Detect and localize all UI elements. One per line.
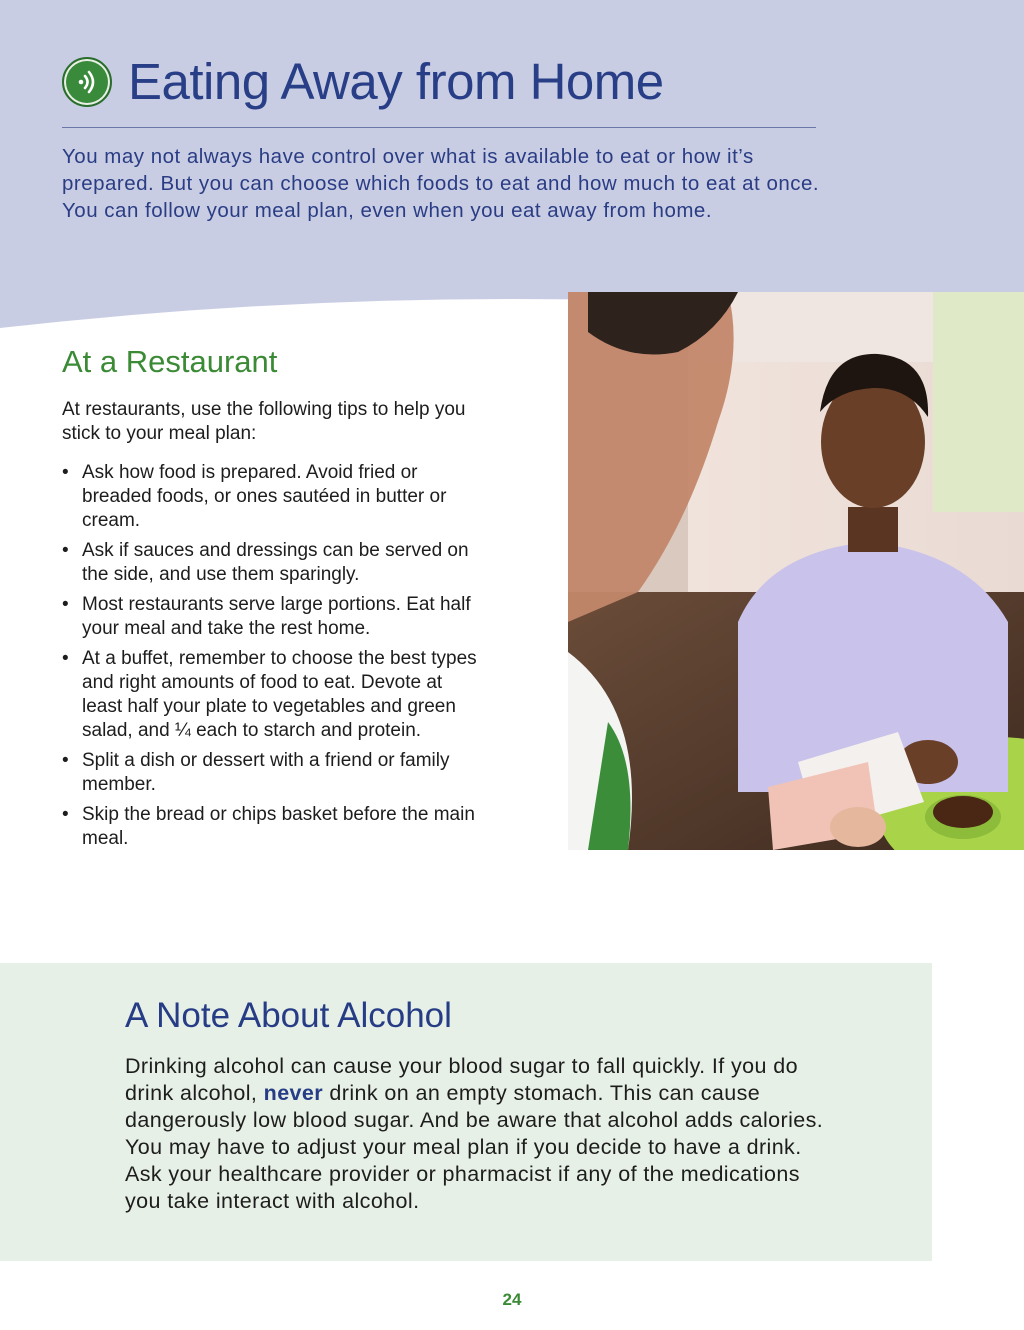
page-number: 24 — [502, 1290, 522, 1309]
restaurant-photo — [568, 292, 1024, 850]
bullet: • — [62, 462, 69, 483]
title-divider — [62, 127, 816, 128]
bullet: • — [62, 648, 69, 669]
alcohol-text-after: drink on an empty stomach. This can cause dangerously low blood sugar. And be aware that alcohol adds calories. You may have to adjust your meal plan if you decide to have a drink. Ask your healthcare provider or pharmacist if any of the medications you take interact with alcohol. — [125, 1081, 824, 1213]
restaurant-lead: At restaurants, use the following tips to help you stick to your meal plan: — [62, 399, 466, 444]
audio-icon — [62, 57, 112, 107]
bullet: • — [62, 594, 69, 615]
restaurant-tips-list — [62, 461, 482, 857]
section-title-restaurant: At a Restaurant — [62, 344, 278, 379]
list-item — [62, 749, 482, 797]
list-item — [62, 539, 482, 587]
tip-text: Skip the bread or chips basket before the main meal. — [82, 804, 475, 849]
bullet: • — [62, 750, 69, 771]
alcohol-emphasis: never — [263, 1081, 324, 1105]
list-item — [62, 461, 482, 533]
list-item — [62, 803, 482, 851]
list-item — [62, 593, 482, 641]
bullet: • — [62, 540, 69, 561]
list-item — [62, 647, 482, 743]
alcohol-text-before: Drinking alcohol can cause your blood sugar to fall quickly. If you do drink alcohol, — [125, 1054, 798, 1105]
section-title-alcohol: A Note About Alcohol — [125, 996, 452, 1035]
title-row — [62, 52, 664, 112]
tip-text: Split a dish or dessert with a friend or family member. — [82, 750, 450, 795]
tip-text: At a buffet, remember to choose the best types and right amounts of food to eat. Devote at least half your plate to vegetables and green salad, and ¼ each to starch and protein. — [82, 648, 477, 741]
tip-text: Most restaurants serve large portions. Eat half your meal and take the rest home. — [82, 594, 471, 639]
alcohol-note-body — [125, 1053, 825, 1215]
intro-paragraph: You may not always have control over what is available to eat or how it’s prepared. But you can choose which foods to eat and how much to eat at once. You can follow your meal plan, even when you eat away from home. — [62, 145, 820, 222]
tip-text: Ask how food is prepared. Avoid fried or breaded foods, or ones sautéed in butter or cream. — [82, 462, 447, 531]
tip-text: Ask if sauces and dressings can be served on the side, and use them sparingly. — [82, 540, 469, 585]
bullet: • — [62, 804, 69, 825]
page-title: Eating Away from Home — [128, 53, 664, 110]
